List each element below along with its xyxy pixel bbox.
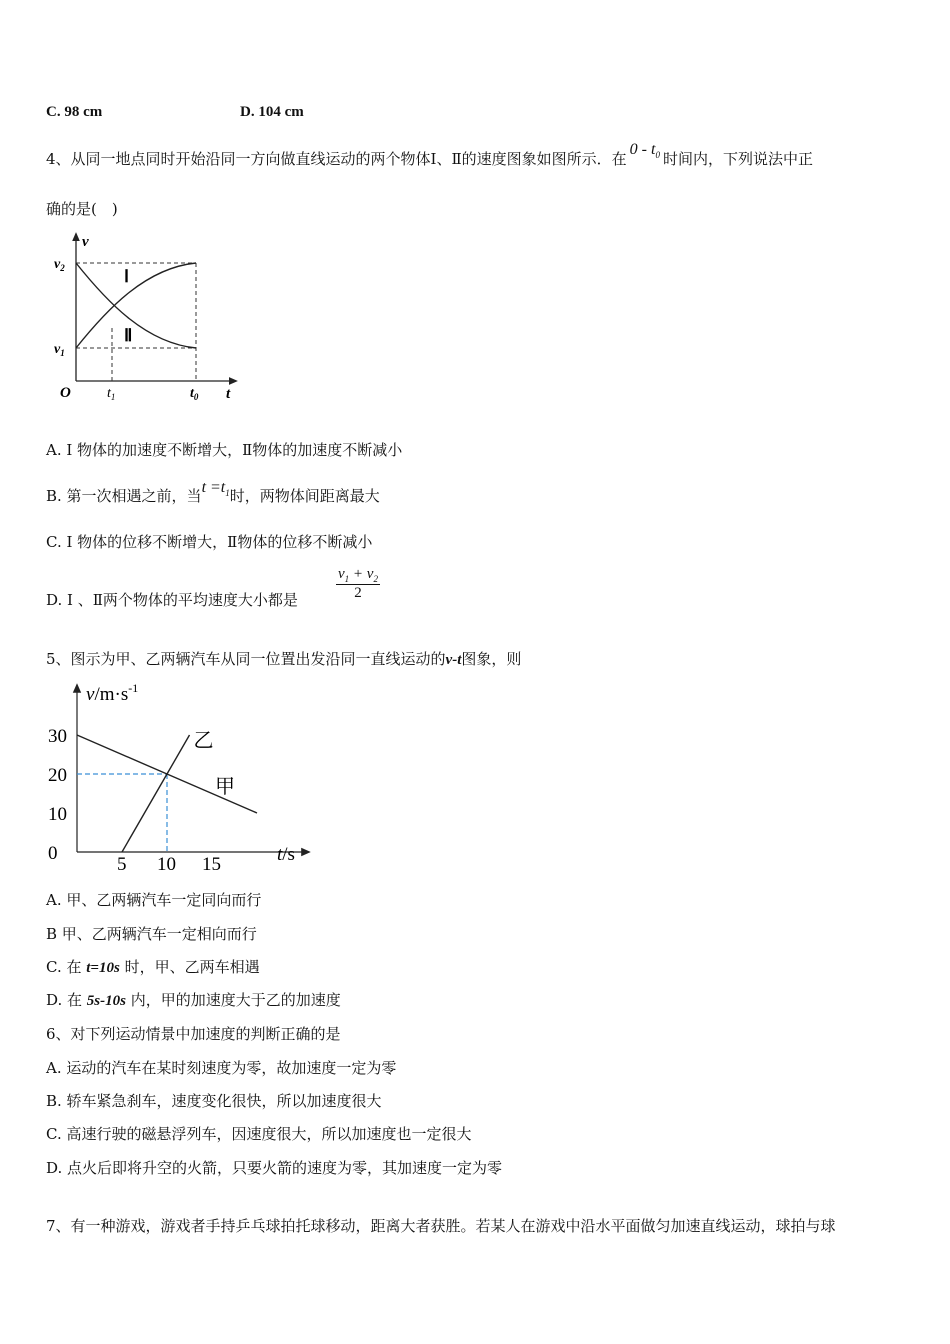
q4-v1-label: $v_1$ — [54, 342, 65, 358]
q6-option-c: C. 高速行驶的磁悬浮列车，因速度很大，所以加速度也一定很大 — [46, 1125, 472, 1143]
q5-ylabel-unit: /m·s — [94, 684, 129, 705]
q6-stem: 6、对下列运动情景中加速度的判断正确的是 — [46, 1025, 341, 1043]
q4-t1-label: $t_1$ — [107, 386, 116, 402]
q5-option-b: B 甲、乙两辆汽车一定相向而行 — [46, 925, 257, 943]
q4-stem-line1 — [46, 141, 813, 175]
q4-curve-2-label: Ⅱ — [124, 326, 133, 345]
q5-option-a: A. 甲、乙两辆汽车一定同向而行 — [46, 891, 262, 909]
option-d-q3: D. 104 cm — [240, 104, 304, 120]
q5-y-tick-30: 30 — [48, 726, 67, 747]
q5-x-tick-15: 15 — [202, 854, 221, 875]
q5-y-tick-0: 0 — [48, 843, 58, 864]
q5-option-c: C. 在 t=10s 时，甲、乙两车相遇 — [46, 958, 260, 976]
q4-stem-a: 4、从同一地点同时开始沿同一方向做直线运动的两个物体Ⅰ、Ⅱ的速度图象如图所示．在 — [46, 150, 627, 168]
q5-x-tick-10: 10 — [157, 854, 176, 875]
q4-curve-1 — [76, 263, 196, 348]
q6-option-a: A. 运动的汽车在某时刻速度为零，故加速度一定为零 — [46, 1059, 397, 1077]
q6-option-b: B. 轿车紧急刹车，速度变化很快，所以加速度很大 — [46, 1092, 382, 1110]
q4-stem-line2: 确的是( ) — [46, 200, 118, 218]
q5-y-tick-20: 20 — [48, 765, 67, 786]
q4-option-b-math: $t =t_1$ — [201, 479, 230, 499]
q5-y-tick-10: 10 — [48, 804, 67, 825]
q4-option-b: B. 第一次相遇之前，当$t =t_1$时，两物体间距离最大 — [46, 479, 380, 505]
q5-vt-chart — [40, 680, 320, 880]
q5-option-d: D. 在 5s-10s 内，甲的加速度大于乙的加速度 — [46, 991, 341, 1009]
q5-series-line-1 — [122, 735, 190, 852]
q4-axis-t-label: t — [226, 386, 231, 402]
q4-stem-b: 时间内，下列说法中正 — [662, 150, 813, 168]
q4-fraction-denominator: 2 — [354, 585, 362, 601]
q4-option-c: C. Ⅰ 物体的位移不断增大，Ⅱ物体的位移不断减小 — [46, 533, 373, 551]
q5-ylabel: $v/m\cdot s^{-1}$ — [86, 681, 139, 705]
q4-v2-label: $v_2$ — [54, 257, 65, 273]
q4-curve-1-label: Ⅰ — [124, 267, 130, 286]
q5-x-tick-5: 5 — [117, 854, 127, 875]
q5-stem: 5、图示为甲、乙两辆汽车从同一位置出发沿同一直线运动的v-t图象，则 — [46, 650, 522, 668]
q5-series-label-1: 乙 — [193, 730, 214, 752]
option-c-q3: C. 98 cm — [46, 104, 103, 120]
q4-axis-v-label: v — [82, 234, 89, 250]
q4-option-d-fraction — [336, 566, 380, 602]
q4-origin-label: O — [60, 385, 71, 401]
q5-stem-vt: v-t — [445, 652, 462, 668]
q4-interval: $0 - t_0$ — [629, 141, 660, 161]
q4-velocity-graph — [46, 228, 246, 408]
q4-t0-label: $t_0$ — [190, 386, 199, 402]
q4-option-d: D. Ⅰ 、Ⅱ两个物体的平均速度大小都是 — [46, 591, 298, 609]
q4-fraction-numerator: $v_1 + v_2$ — [338, 566, 378, 584]
q5-xlabel: t/s — [277, 844, 295, 865]
q4-option-a: A. Ⅰ 物体的加速度不断增大，Ⅱ物体的加速度不断减小 — [46, 441, 403, 459]
q6-option-d: D. 点火后即将升空的火箭，只要火箭的速度为零，其加速度一定为零 — [46, 1159, 503, 1177]
q5-series-label-0: 甲 — [215, 776, 235, 798]
q4-curve-2 — [76, 263, 196, 348]
q7-stem: 7、有一种游戏，游戏者手持乒乓球拍托球移动，距离大者获胜。若某人在游戏中沿水平面做匀加速直线运动，球拍与球 — [46, 1217, 836, 1235]
